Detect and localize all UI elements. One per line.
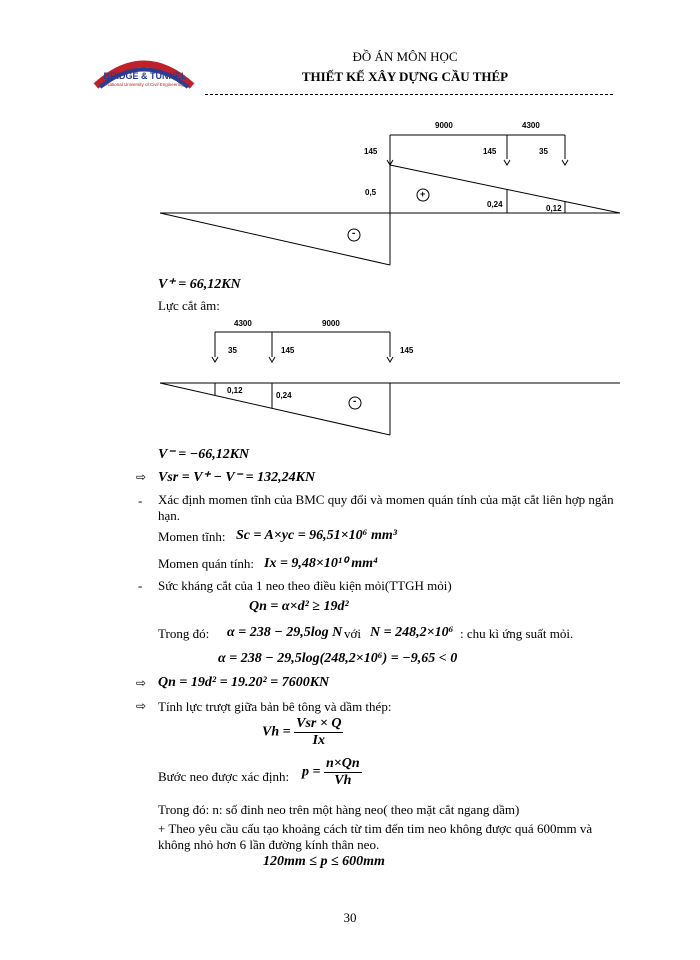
influence-diagram-negative: [150, 315, 630, 440]
eq-v-sr: Vsr = V⁺ − V⁻ = 132,24KN: [158, 470, 316, 485]
ordinate-c: 0,12: [546, 204, 562, 213]
eq-qn-2: Qn = 19d² = 19.20² = 7600KN: [158, 675, 330, 690]
para-shear-resistance: Sức kháng cắt của 1 neo theo điều kiện mỏi(TTGH mỏi): [158, 578, 452, 593]
axle-load-35: 35: [539, 147, 548, 156]
logo: [86, 46, 202, 98]
eq-N: N = 248,2×10⁶: [370, 625, 454, 640]
label-pitch: Bước neo được xác định:: [158, 769, 290, 784]
eq-p-num: n×Qn: [325, 756, 360, 771]
eq-static-moment: Sc = A×yc = 96,51×10⁶ mm³: [236, 528, 397, 543]
dim-4300-b: 4300: [234, 319, 252, 328]
axle-load-145-a: 145: [364, 147, 378, 156]
arrow-icon: ⇨: [136, 470, 147, 484]
eq-vh-fraction: [294, 716, 343, 749]
sign-negative-2: -: [353, 396, 357, 407]
axle-load-145-d: 145: [400, 346, 414, 355]
label-where: Trong đó:: [158, 626, 210, 641]
sign-negative: -: [352, 228, 356, 239]
arrow-icon-3: ⇨: [136, 699, 147, 713]
eq-vh-lhs: Vh =: [262, 724, 291, 740]
label-cycles: : chu kì ứng suất mỏi.: [460, 626, 574, 641]
eq-alpha: α = 238 − 29,5log N: [227, 625, 343, 640]
header-title-2: THIẾT KẾ XÂY DỰNG CẦU THÉP: [301, 69, 509, 84]
eq-inertia: Ix = 9,48×10¹⁰ mm⁴: [264, 556, 378, 571]
header-divider: [205, 94, 613, 95]
eq-vh-num: Vsr × Q: [296, 716, 342, 731]
influence-line-negative-svg: [150, 315, 630, 440]
dim-9000: 9000: [435, 121, 453, 130]
eq-p-den: Vh: [334, 773, 352, 788]
sign-positive: +: [420, 189, 426, 199]
dim-9000-b: 9000: [322, 319, 340, 328]
influence-line-positive-svg: [150, 115, 630, 270]
para-static-moment: Xác định momen tĩnh của BMC quy đổi và momen quán tính của mặt cắt liên hợp ngắn hạn.: [158, 492, 614, 523]
page-number: 30: [343, 910, 357, 925]
eq-qn-1: Qn = α×d² ≥ 19d²: [249, 599, 349, 614]
ordinate-b2: 0,24: [276, 391, 292, 400]
label-negative-shear: Lực cắt âm:: [158, 298, 220, 313]
para-shear-flow: Tính lực trượt giữa bản bê tông và dầm thép:: [158, 699, 392, 714]
label-inertia: Momen quán tính:: [158, 556, 255, 571]
eq-v-plus: V⁺ = 66,12KN: [158, 277, 241, 292]
eq-range: 120mm ≤ p ≤ 600mm: [263, 854, 385, 869]
axle-load-145-b: 145: [483, 147, 497, 156]
dim-4300: 4300: [522, 121, 540, 130]
eq-p: [302, 756, 362, 789]
para-n-definition: Trong đó: n: số đinh neo trên một hàng neo( theo mặt cắt ngang dầm): [158, 802, 520, 817]
bullet-dash-2: -: [138, 578, 143, 593]
ordinate-b: 0,24: [487, 200, 503, 209]
logo-subtext: National University of Civil Engineering: [106, 82, 184, 87]
para-spacing-requirement: + Theo yêu cầu cấu tạo khoảng cách từ tim đến tim neo không được quá 600mm và không nhỏ hơn 6 lần đường kính thân neo.: [158, 821, 593, 852]
label-static-moment: Momen tĩnh:: [158, 529, 226, 544]
logo-text: BRIDGE & TUNNEL: [103, 71, 187, 81]
label-with: với: [344, 626, 361, 641]
eq-vh: [262, 716, 343, 749]
eq-alpha-2: α = 238 − 29,5log(248,2×10⁶) = −9,65 < 0: [218, 651, 458, 666]
arrow-icon-2: ⇨: [136, 676, 147, 690]
header-title-1: ĐỒ ÁN MÔN HỌC: [352, 49, 458, 64]
bullet-dash: -: [138, 493, 143, 508]
eq-vh-den: Ix: [312, 733, 325, 748]
eq-p-fraction: [324, 756, 362, 789]
axle-load-145-c: 145: [281, 346, 295, 355]
eq-v-minus: V⁻ = −66,12KN: [158, 447, 250, 462]
influence-diagram-positive: [150, 115, 630, 270]
ordinate-a2: 0,12: [227, 386, 243, 395]
axle-load-35-b: 35: [228, 346, 237, 355]
ordinate-max: 0,5: [365, 188, 377, 197]
eq-p-lhs: p =: [302, 764, 321, 780]
